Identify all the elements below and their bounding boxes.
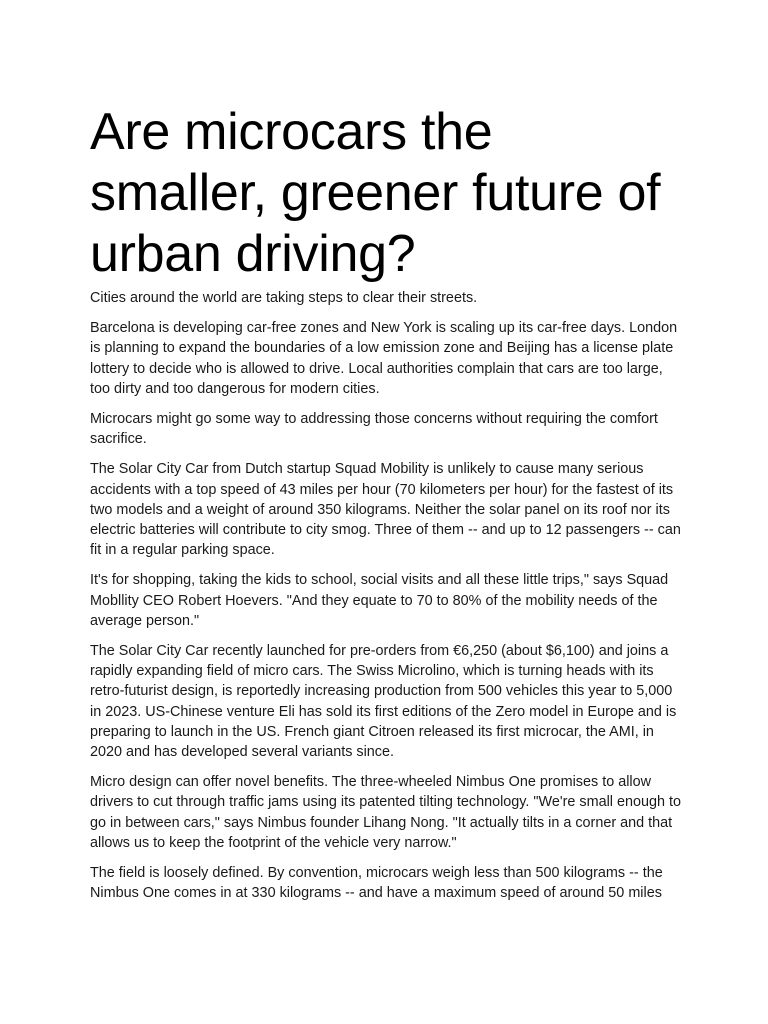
article-paragraph: It's for shopping, taking the kids to school, social visits and all these little trips," says Squad Mobllity CEO Robert Hoevers. "And they equate to 70 to 80% of the mobility needs of the average person."	[90, 572, 669, 629]
article-paragraph: The Solar City Car from Dutch startup Squad Mobility is unlikely to cause many serious accidents with a top speed of 43 miles per hour (70 kilometers per hour) for the fastest of its two models and a weight of around 350 kilograms. Neither the solar panel on its roof nor its electric batteries will contribute to city smog. Three of them -- and up to 12 passengers -- can fit in a regular parking space.	[90, 461, 681, 559]
article-paragraph: Microcars might go some way to addressing those concerns without requiring the comfort sacrifice.	[90, 411, 658, 448]
article-body	[90, 288, 682, 903]
article-title: Are microcars the smaller, greener future of urban driving?	[90, 103, 661, 283]
article-paragraph: Barcelona is developing car-free zones and New York is scaling up its car-free days. London is planning to expand the boundaries of a low emission zone and Beijing has a license plate lottery to decide who is allowed to drive. Local authorities complain that cars are too large, too dirty and too dangerous for modern cities.	[90, 320, 678, 397]
article-paragraph: Micro design can offer novel benefits. The three-wheeled Nimbus One promises to allow drivers to cut through traffic jams using its patented tilting technology. "We're small enough to go in between cars," says Nimbus founder Lihang Nong. "It actually tilts in a corner and that allows us to keep the footprint of the vehicle very narrow."	[90, 774, 681, 851]
article	[90, 102, 682, 913]
article-paragraph: Cities around the world are taking steps to clear their streets.	[90, 290, 478, 306]
article-paragraph: The field is loosely defined. By convention, microcars weigh less than 500 kilograms -- the Nimbus One comes in at 330 kilograms -- and have a maximum speed of around 50 miles	[90, 865, 663, 902]
article-paragraph: The Solar City Car recently launched for pre-orders from €6,250 (about $6,100) and joins a rapidly expanding field of micro cars. The Swiss Microlino, which is turning heads with its retro-futurist design, is reportedly increasing production from 500 vehicles this year to 5,000 in 2023. US-Chinese venture Eli has sold its first editions of the Zero model in Europe and is preparing to launch in the US. French giant Citroen released its first microcar, the AMI, in 2020 and has developed several variants since.	[90, 643, 677, 761]
